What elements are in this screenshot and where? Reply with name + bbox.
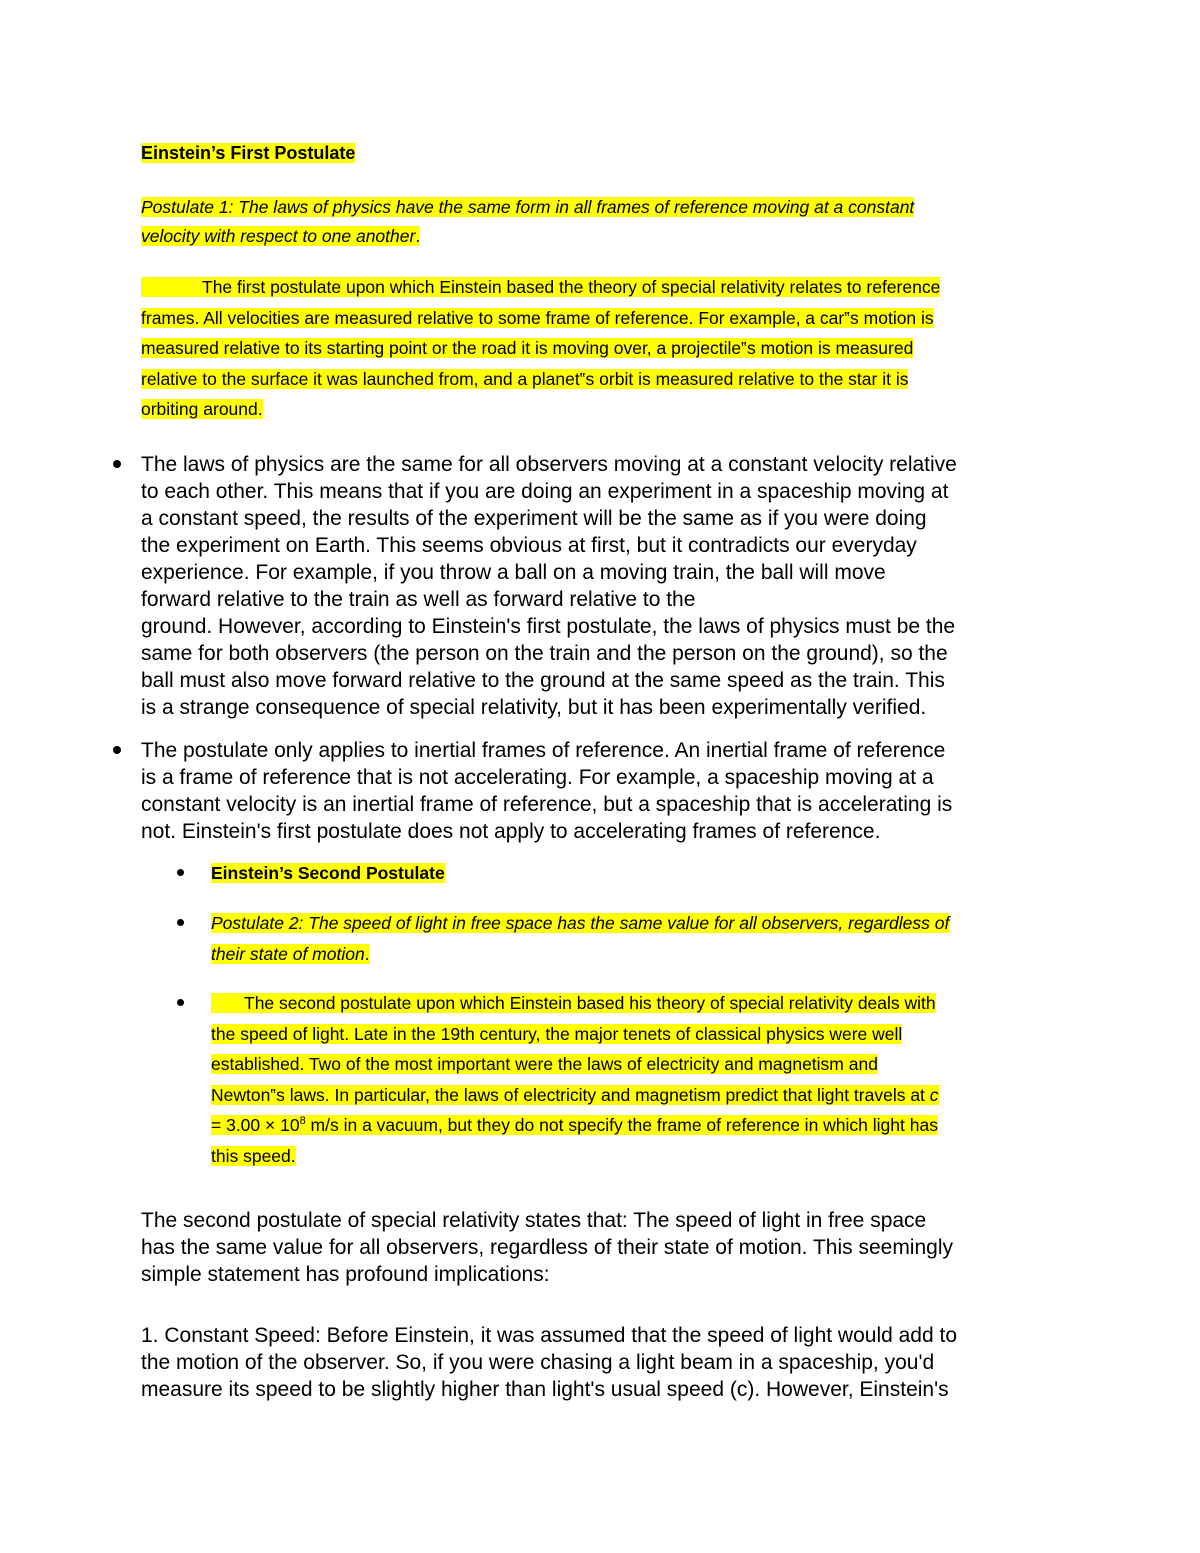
paragraph-line-text: The second postulate upon which Einstein based his theory of special relativity deals with	[244, 993, 936, 1013]
second-postulate-heading-text: Einstein’s Second Postulate	[211, 863, 445, 883]
second-postulate-paragraph	[211, 988, 1071, 1171]
paragraph-line: simple statement has profound implications:	[141, 1263, 550, 1286]
paragraph-line-text: The first postulate upon which Einstein based the theory of special relativity relates to reference	[202, 277, 941, 297]
paragraph-line	[141, 277, 940, 297]
paragraph-line: 1. Constant Speed: Before Einstein, it was assumed that the speed of light would add to	[141, 1324, 958, 1347]
paragraph-line-text: m/s in a vacuum, but they do not specify the frame of reference in which light has	[305, 1115, 938, 1135]
bullet-item-2	[141, 737, 1066, 845]
bullet-line: ball must also move forward relative to the ground at the same speed as the train. This	[141, 669, 945, 692]
postulate-1-period: .	[415, 226, 421, 246]
paragraph-line: this speed.	[211, 1145, 296, 1166]
bullet-line: The laws of physics are the same for all observers moving at a constant velocity relative	[141, 453, 957, 476]
postulate-1-line: Postulate 1: The laws of physics have the same form in all frames of reference moving at a constant	[141, 197, 915, 217]
sub-bullet-marker	[177, 919, 184, 926]
bullet-line: not. Einstein's first postulate does not apply to accelerating frames of reference.	[141, 820, 881, 843]
paragraph-line: has the same value for all observers, regardless of their state of motion. This seemingly	[141, 1236, 953, 1259]
second-postulate-heading	[211, 858, 1071, 889]
postulate-2-line: Postulate 2: The speed of light in free space has the same value for all observers, regardless of	[211, 913, 950, 933]
sub-bullet-marker	[177, 869, 184, 876]
speed-of-light-symbol: c	[929, 1084, 939, 1105]
paragraph-line	[211, 1085, 939, 1105]
postulate-2-statement	[211, 908, 1071, 969]
numbered-item-1	[141, 1322, 1066, 1403]
sub-bullet-marker	[177, 999, 184, 1006]
bullet-marker	[113, 746, 121, 754]
bullet-line: The postulate only applies to inertial frames of reference. An inertial frame of reference	[141, 739, 946, 762]
first-postulate-heading	[141, 143, 355, 164]
paragraph-line: The second postulate of special relativity states that: The speed of light in free space	[141, 1209, 927, 1232]
bullet-line: same for both observers (the person on the train and the person on the ground), so the	[141, 642, 948, 665]
bullet-line: experience. For example, if you throw a ball on a moving train, the ball will move	[141, 561, 886, 584]
paragraph-line	[211, 993, 936, 1013]
bullet-line: a constant speed, the results of the experiment will be the same as if you were doing	[141, 507, 927, 530]
bullet-line: the experiment on Earth. This seems obvious at first, but it contradicts our everyday	[141, 534, 917, 557]
paragraph-line: the motion of the observer. So, if you were chasing a light beam in a spaceship, you'd	[141, 1351, 935, 1374]
closing-paragraph	[141, 1207, 1066, 1288]
bullet-item-1	[141, 451, 1066, 721]
first-postulate-heading-text: Einstein’s First Postulate	[141, 143, 356, 163]
paragraph-line: the speed of light. Late in the 19th century, the major tenets of classical physics were well	[211, 1023, 903, 1044]
paragraph-line	[211, 1115, 938, 1135]
postulate-2-line-text: their state of motion	[211, 943, 365, 964]
postulate-2-line	[211, 944, 370, 964]
postulate-1-line-text: velocity with respect to one another	[141, 226, 416, 246]
exponent: 8	[299, 1115, 306, 1127]
bullet-line: forward relative to the train as well as forward relative to the	[141, 588, 696, 611]
postulate-2-period: .	[364, 943, 370, 964]
paragraph-line: measure its speed to be slightly higher than light's usual speed (c). However, Einstein's	[141, 1378, 949, 1401]
bullet-line: ground. However, according to Einstein's first postulate, the laws of physics must be the	[141, 615, 956, 638]
paragraph-line: established. Two of the most important were the laws of electricity and magnetism and	[211, 1054, 878, 1074]
paragraph-line: orbiting around.	[141, 399, 263, 419]
paragraph-line-text: Newton‟s laws. In particular, the laws of electricity and magnetism predict that light travels at	[211, 1084, 930, 1105]
postulate-1-statement	[141, 193, 1061, 251]
postulate-1-line	[141, 226, 420, 246]
first-postulate-paragraph	[141, 272, 1066, 425]
bullet-line: is a frame of reference that is not accelerating. For example, a spaceship moving at a	[141, 766, 934, 789]
paragraph-line: measured relative to its starting point or the road it is moving over, a projectile‟s motion is measured	[141, 338, 914, 358]
bullet-line: to each other. This means that if you are doing an experiment in a spaceship moving at	[141, 480, 949, 503]
paragraph-line: frames. All velocities are measured relative to some frame of reference. For example, a car‟s motion is	[141, 307, 934, 328]
bullet-marker	[113, 460, 121, 468]
paragraph-line: relative to the surface it was launched from, and a planet‟s orbit is measured relative to the star it is	[141, 368, 909, 389]
bullet-line: constant velocity is an inertial frame of reference, but a spaceship that is accelerating is	[141, 793, 953, 816]
paragraph-line-text: = 3.00 × 10	[211, 1115, 300, 1135]
bullet-line: is a strange consequence of special relativity, but it has been experimentally verified.	[141, 696, 927, 719]
